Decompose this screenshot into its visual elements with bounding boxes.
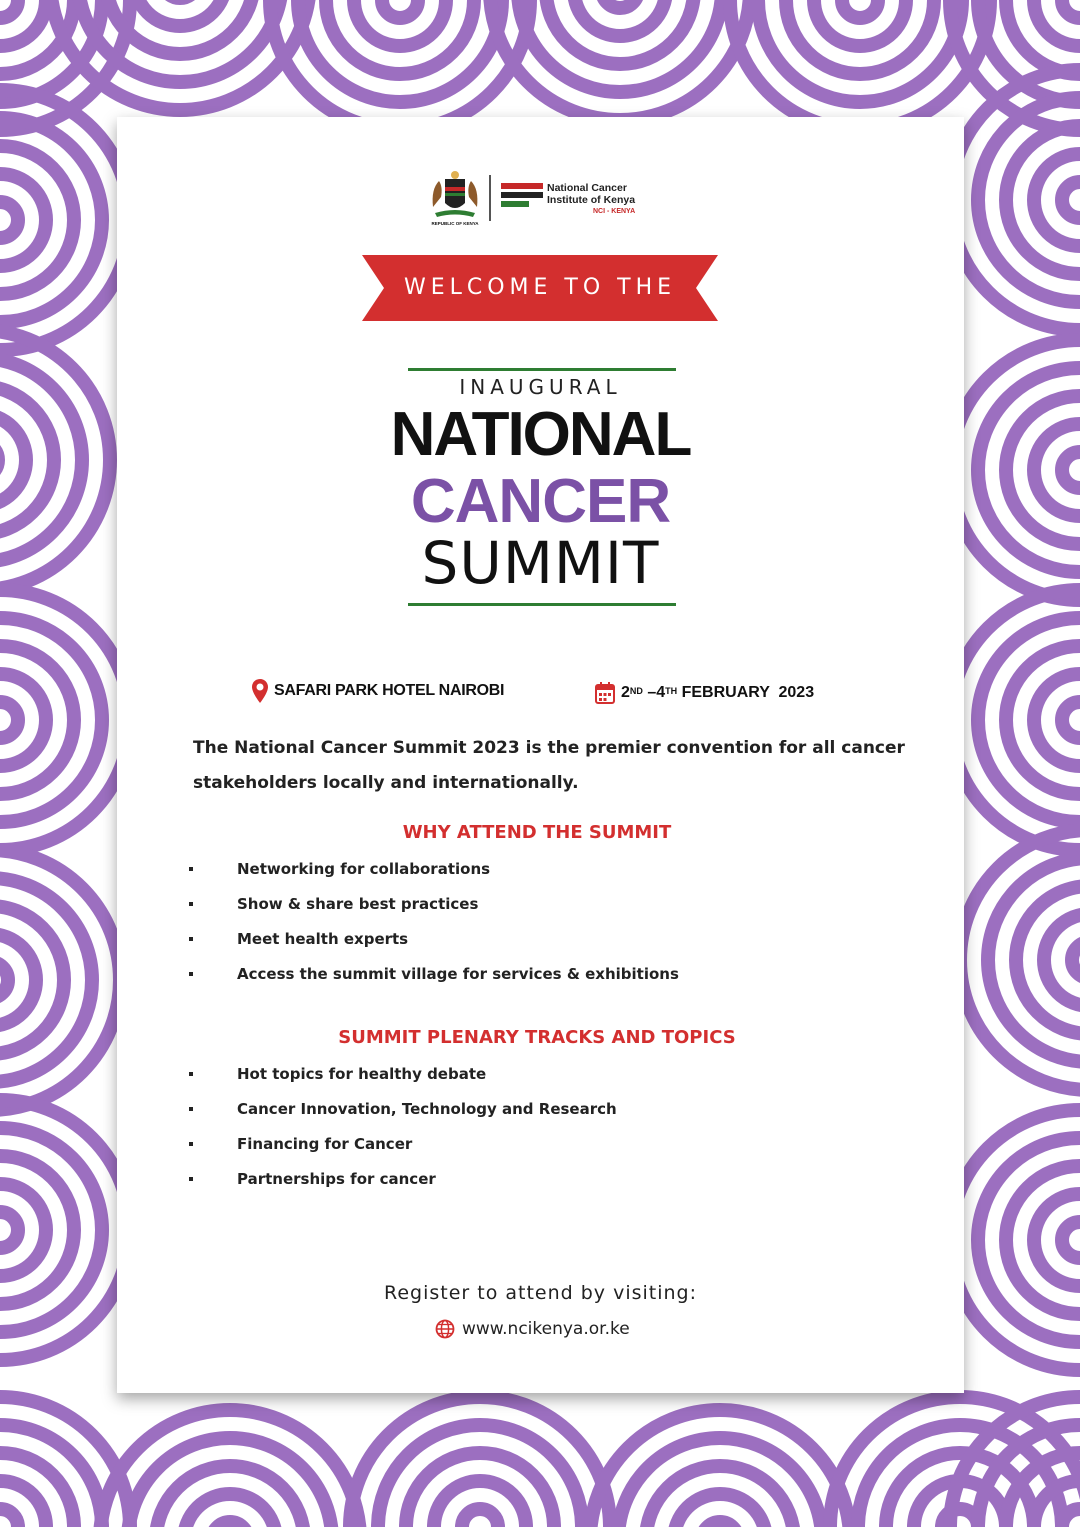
welcome-banner-text: WELCOME TO THE (403, 275, 677, 300)
pattern-ring (212, 1522, 248, 1527)
logo-divider (489, 175, 491, 221)
title-national: NATIONAL (390, 400, 691, 469)
event-date (595, 681, 814, 705)
nci-flag-icon (501, 183, 543, 207)
title-summit: SUMMIT (421, 529, 660, 597)
pattern-ring (702, 1522, 738, 1527)
website-link[interactable] (435, 1316, 630, 1342)
bullet-icon (189, 902, 193, 906)
pattern-ring (602, 0, 638, 8)
pattern-ring (842, 0, 878, 18)
pattern-ring (382, 0, 418, 18)
pattern-ring (1062, 452, 1080, 488)
title-cancer: CANCER (410, 467, 671, 536)
pattern-ring (0, 1509, 18, 1527)
bullet-icon (189, 1107, 193, 1111)
date-end-day: 4 (656, 684, 666, 701)
pattern-ring (0, 702, 18, 738)
coat-of-arms-icon (427, 167, 483, 227)
pattern-ring (0, 962, 8, 998)
org-name-line1: National Cancer (547, 182, 627, 194)
website-url[interactable]: www.ncikenya.or.ke (462, 1319, 630, 1339)
title-rule-top (408, 368, 676, 371)
date-rest: FEBRUARY 2023 (677, 684, 815, 701)
header-logos (427, 167, 667, 227)
pattern-ring (0, 0, 18, 18)
venue (252, 679, 504, 703)
title-rule-bottom (408, 603, 676, 606)
coat-of-arms-caption: REPUBLIC OF KENYA (431, 221, 479, 226)
pattern-ring (0, 202, 18, 238)
intro-text: The National Cancer Summit 2023 is the premier convention for all cancer stakeholders locally and internationally. (193, 738, 905, 793)
pattern-ring (462, 1509, 498, 1527)
date-start-day: 2 (621, 684, 630, 701)
date-end-suffix: TH (665, 686, 678, 696)
org-name-line2: Institute of Kenya (547, 194, 636, 206)
venue-text: SAFARI PARK HOTEL NAIROBI (274, 682, 505, 699)
calendar-icon (595, 682, 615, 704)
pattern-ring (1062, 182, 1080, 218)
pattern-ring (1062, 1509, 1080, 1527)
pattern-ring (1072, 942, 1080, 978)
pattern-ring (0, 1212, 18, 1248)
why-attend-heading: WHY ATTEND THE SUMMIT (402, 822, 672, 843)
org-name (547, 182, 635, 206)
bullet-icon (189, 1142, 193, 1146)
org-tag: NCI - KENYA (593, 208, 636, 215)
bullet-icon (189, 1072, 193, 1076)
poster-card: REPUBLIC OF KENYA National Cancer Institute of Kenya NCI - KENYA WELCOME TO THE INAUGURAL NATIONAL CANCER SUMMIT SAFARI PARK HOTEL NAIROBI 2 $^{ND}$ – 4 $^{TH}$ FEBRUARY 2023 The National Cancer Summit 2023 is the premier convention for all cancer stakeholders locally and internationally. WHY ATTEND THE SUMMIT Networking for collaborations Show & share best practices Meet health experts Access the summit village for services & exhibitions SUMMIT PLENARY TRACKS AND TOPICS Hot topics for healthy debate Cancer Innovation, Technology and Research Financing for Cancer Partnerships for cancer Register to attend by visiting: www.ncikenya.or.ke (117, 117, 964, 1393)
title-inaugural: INAUGURAL (459, 375, 622, 399)
welcome-banner (362, 255, 718, 321)
tracks-heading: SUMMIT PLENARY TRACKS AND TOPICS (338, 1027, 736, 1048)
bullet-icon (189, 937, 193, 941)
bullet-icon (189, 867, 193, 871)
date-start-suffix: ND (629, 686, 643, 696)
bullet-icon (189, 972, 193, 976)
register-text: Register to attend by visiting: (383, 1282, 698, 1304)
date-separator: – (642, 684, 657, 701)
pattern-ring (1062, 702, 1080, 738)
globe-icon (435, 1319, 455, 1339)
bullet-icon (189, 1177, 193, 1181)
location-pin-icon (252, 679, 268, 703)
pattern-ring (1062, 1222, 1080, 1258)
pattern-ring (1062, 0, 1080, 18)
